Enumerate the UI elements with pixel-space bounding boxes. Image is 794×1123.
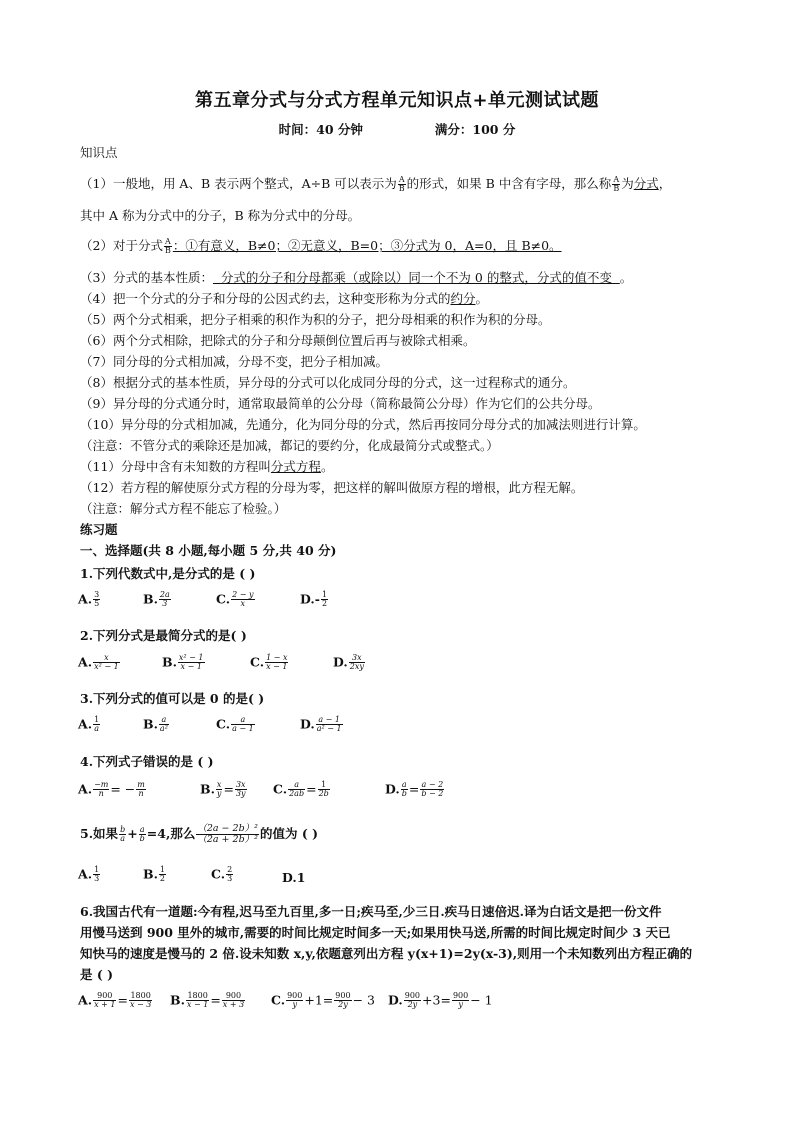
fraction-a-over-b: $\frac{A}{B}$ <box>398 174 405 193</box>
q3-option-a: A. $\frac{1}{a}$ <box>78 715 100 734</box>
q1-option-b: B. $\frac{2a}{3}$ <box>143 590 170 609</box>
term-fraction: 分式 <box>633 176 659 191</box>
q4-option-b: B. $\frac{x}{y}$ = $\frac{3x}{3y}$ <box>200 780 246 799</box>
knowledge-heading: 知识点 <box>80 145 118 160</box>
practice-heading: 练习题 <box>80 522 118 537</box>
q6-option-b: B. $\frac{1800}{x - 1}$ = $\frac{900}{x + 3}$ <box>170 991 245 1010</box>
fraction-a-over-b: $\frac{A}{B}$ <box>613 174 620 193</box>
exam-meta <box>0 120 794 138</box>
question-3: 3.下列分式的值可以是 0 的是( ) <box>80 691 265 706</box>
q4-option-a: A. $\frac{-m}{n}$ = − $\frac{m}{n}$ <box>78 780 145 799</box>
knowledge-item-5: （5）两个分式相乘，把分子相乘的积作为积的分子，把分母相乘的积作为积的分母。 <box>80 312 551 327</box>
q2-option-a: A. $\frac{x}{\text{x² − 1}}$ <box>78 653 119 672</box>
q2-option-b: B. $\frac{\text{x² − 1}}{x - 1}$ <box>162 653 204 672</box>
knowledge-item-3: （3）分式的基本性质： 分式的分子和分母都乘（或除以）同一个不为 0 的整式，分式的值不变 。 <box>80 270 633 285</box>
knowledge-item-1: （1）一般地，用 A、B 表示两个整式，A÷B 可以表示为 $\frac{A}{B}$ 的形式，如果 B 中含有字母，那么称 $\frac{A}{B}$ 为分式， <box>80 174 672 193</box>
q4-option-d: D. $\frac{a}{b}$ = $\frac{a - 2}{b - 2}$ <box>385 780 444 799</box>
q2-option-c: C. $\frac{1 - x}{x - 1}$ <box>250 653 288 672</box>
fraction-a-over-b: $\frac{A}{B}$ <box>164 236 171 255</box>
question-4: 4.下列式子错误的是 ( ) <box>80 754 214 769</box>
knowledge-item-12: （12）若方程的解使原分式方程的分母为零，把这样的解叫做原方程的增根，此方程无解。 <box>80 480 584 495</box>
knowledge-item-8: （8）根据分式的基本性质，异分母的分式可以化成同分母的分式，这一过程称式的通分。 <box>80 375 576 390</box>
q5-option-d: D.1 <box>282 870 306 885</box>
q6-option-d: D. $\frac{900}{2y}$ +3= $\frac{900}{y}$ − 1 <box>388 991 493 1010</box>
q5-option-a: A. $\frac{1}{3}$ <box>78 865 100 884</box>
knowledge-item-11: （11）分母中含有未知数的方程叫分式方程。 <box>80 459 334 474</box>
section-choice-heading: 一、选择题(共 8 小题,每小题 5 分,共 40 分) <box>80 543 337 558</box>
question-1: 1.下列代数式中,是分式的是 ( ) <box>80 566 256 581</box>
time-limit: 时间：40 分钟 <box>278 122 363 137</box>
knowledge-item-1-cont: 其中 A 称为分式中的分子，B 称为分式中的分母。 <box>80 208 361 223</box>
page-title: 第五章分式与分式方程单元知识点+单元测试试题 <box>194 90 600 111</box>
knowledge-item-4: （4）把一个分式的分子和分母的公因式约去，这种变形称为分式的约分。 <box>80 291 488 306</box>
knowledge-item-10: （10）异分母的分式相加减，先通分，化为同分母的分式，然后再按同分母分式的加减法则进行计算。 <box>80 417 646 432</box>
q6-option-a: A. $\frac{900}{x + 1}$ = $\frac{1800}{x - 3}$ <box>78 991 152 1010</box>
q3-option-b: B. $\frac{a}{\text{a²}}$ <box>143 715 168 734</box>
knowledge-item-9: （9）异分母的分式通分时，通常取最简单的公分母（简称最简公分母）作为它们的公共分母。 <box>80 396 601 411</box>
question-6-line-3: 知快马的速度是慢马的 2 倍.设未知数 x,y,依题意列出方程 y(x+1)=2y(x-3),则用一个未知数列出方程正确的 <box>80 946 693 961</box>
question-6-line-1: 6.我国古代有一道题:今有程,迟马至九百里,多一日;疾马至,少三日.疾马日速倍迟.译为白话文是把一份文件 <box>80 904 662 919</box>
full-score: 满分：100 分 <box>434 122 516 137</box>
q1-option-d: D.- $\frac{1}{2}$ <box>300 590 328 609</box>
knowledge-item-7: （7）同分母的分式相加减，分母不变，把分子相加减。 <box>80 354 388 369</box>
question-6-line-2: 用慢马送到 900 里外的城市,需要的时间比规定时间多一天;如果用快马送,所需的时间比规定时间少 3 天已 <box>80 925 671 940</box>
q1-option-a: A. $\frac{3}{5}$ <box>78 590 100 609</box>
q6-option-c: C. $\frac{900}{y}$ +1= $\frac{900}{2y}$ − 3 <box>271 991 375 1010</box>
knowledge-note-1: （注意：不管分式的乘除还是加减，都记的要约分，化成最简分式或整式。） <box>80 438 499 453</box>
knowledge-item-6: （6）两个分式相除，把除式的分子和分母颠倒位置后再与被除式相乘。 <box>80 333 476 348</box>
q3-option-d: D. $\frac{a - 1}{\text{a² − 1}}$ <box>300 715 342 734</box>
knowledge-note-2: （注意：解分式方程不能忘了检验。） <box>80 501 287 516</box>
q2-option-d: D. $\frac{3x}{2xy}$ <box>333 653 364 672</box>
question-2: 2.下列分式是最简分式的是( ) <box>80 628 247 643</box>
question-6-line-4: 是 ( ) <box>80 967 114 982</box>
question-5: 5.如果 $\frac{b}{a}$ + $\frac{a}{b}$ =4,那么 $\frac{\text{（2a − 2b）²}}{\text{（2a + 2b）²}}$ 的值为 ( ) <box>80 823 319 845</box>
q1-option-c: C. $\frac{2 - y}{x}$ <box>216 590 254 609</box>
knowledge-item-2: （2）对于分式 $\frac{A}{B}$ ：①有意义，B≠0；②无意义，B=0；③分式为 0，A=0，且 B≠0。 <box>80 236 562 255</box>
q3-option-c: C. $\frac{a}{a - 1}$ <box>216 715 254 734</box>
q4-option-c: C. $\frac{a}{2ab}$ = $\frac{1}{2b}$ <box>273 780 329 799</box>
q5-option-c: C. $\frac{2}{3}$ <box>211 865 233 884</box>
q5-option-b: B. $\frac{1}{2}$ <box>143 865 166 884</box>
